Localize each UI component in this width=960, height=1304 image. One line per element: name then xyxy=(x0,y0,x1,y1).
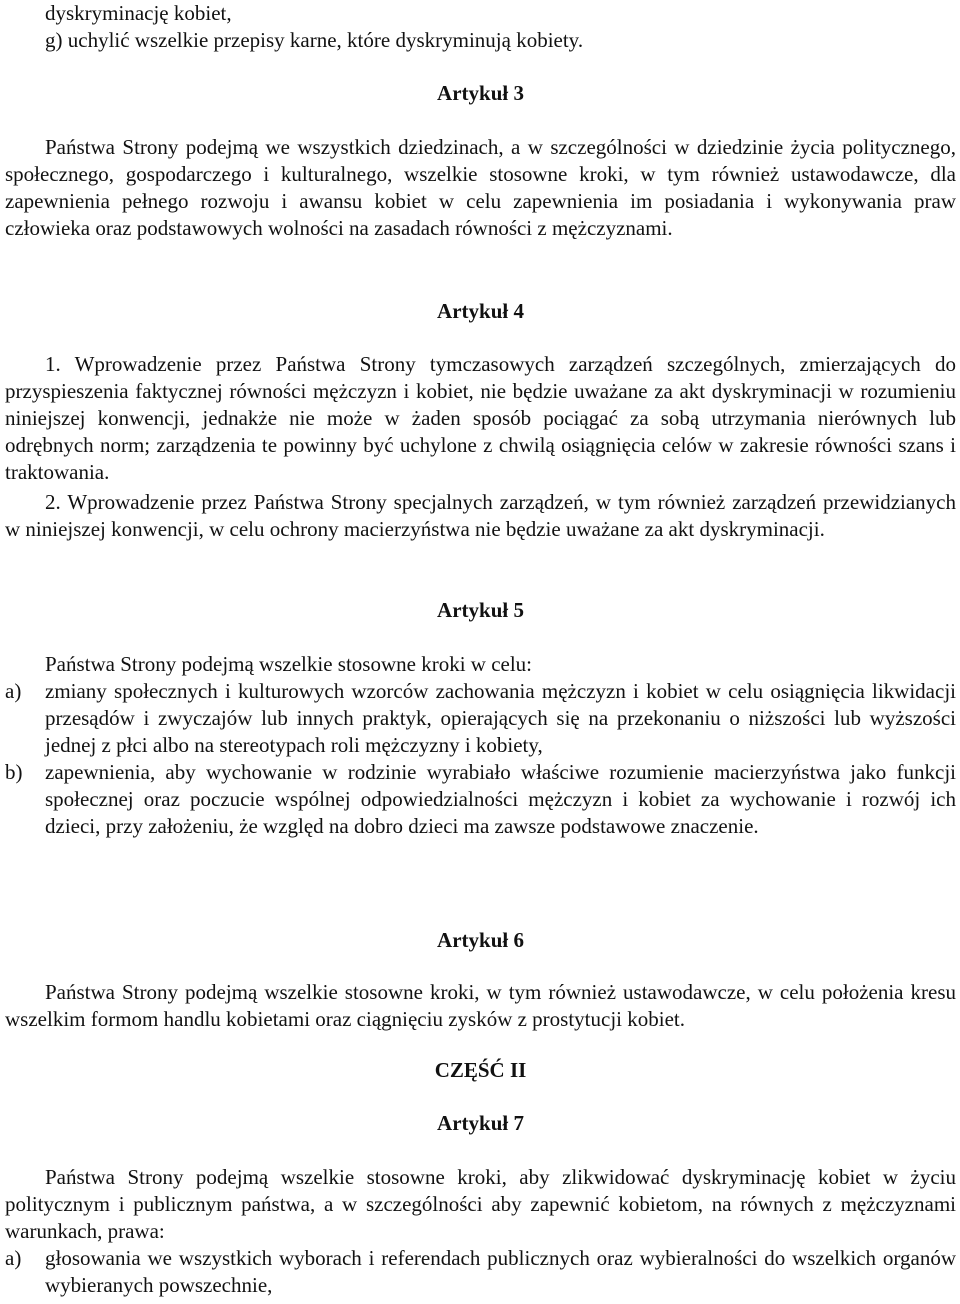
article-5-intro: Państwa Strony podejmą wszelkie stosowne kroki w celu: xyxy=(45,652,532,676)
list-item xyxy=(5,1245,956,1299)
list-item-marker: a) xyxy=(5,679,22,703)
article-6-heading: Artykuł 6 xyxy=(437,928,524,952)
fragment-line-1: dyskryminację kobiet, xyxy=(45,1,232,25)
list-item xyxy=(5,678,956,759)
article-7-text: Państwa Strony podejmą wszelkie stosowne kroki, aby zlikwidować dyskryminację kobiet w życiu politycznym i publicznym państwa, a w szczególności aby zapewnić kobietom, na równych z mężczyznami warunkach, prawa: xyxy=(5,1165,956,1243)
list-item-marker: a) xyxy=(5,1246,22,1270)
article-3-heading: Artykuł 3 xyxy=(437,81,524,105)
article-4-heading: Artykuł 4 xyxy=(437,299,524,323)
article-6-text: Państwa Strony podejmą wszelkie stosowne kroki, w tym również ustawodawcze, w celu położenia kresu wszelkim formom handlu kobietami oraz ciągnięciu zysków z prostytucji kobiet. xyxy=(5,980,956,1031)
article-7-list xyxy=(5,1245,956,1299)
list-item-marker: b) xyxy=(5,760,23,784)
fragment-line-2: g) uchylić wszelkie przepisy karne, które dyskryminują kobiety. xyxy=(45,28,584,52)
article-7-heading: Artykuł 7 xyxy=(437,1111,524,1135)
article-3-text xyxy=(5,134,956,242)
list-item-text: zapewnienia, aby wychowanie w rodzinie wyrabiało właściwe rozumienie macierzyństwa jako funkcji społecznej oraz poczucie wspólnej odpowiedzialności mężczyzn i kobiet za wychowanie i rozwój ich dzieci, przy założeniu, że względ na dobro dzieci ma zawsze podstawowe znaczenie. xyxy=(45,760,956,838)
article-3-body: Państwa Strony podejmą we wszystkich dziedzinach, a w szczególności w dziedzinie życia politycznego, społecznego, gospodarczego i kulturalnego, wszelkie stosowne kroki, w tym również ustawodawcze, dla zapewnienia pełnego rozwoju i awansu kobiet w celu zapewnienia im posiadania i wykonywania praw człowieka oraz podstawowych wolności na zasadach równości z mężczyznami. xyxy=(5,135,956,240)
list-item xyxy=(5,759,956,840)
list-item-text: zmiany społecznych i kulturowych wzorców zachowania mężczyzn i kobiet w celu osiągnięcia likwidacji przesądów i zwyczajów lub innych praktyk, opierających się na przekonaniu o niższości lub wyższości jednej z płci albo na stereotypach roli mężczyzny i kobiety, xyxy=(45,679,956,757)
list-item-text: głosowania we wszystkich wyborach i referendach publicznych oraz wybieralności do wszelkich organów wybieranych powszechnie, xyxy=(45,1246,956,1297)
article-5-list xyxy=(5,678,956,840)
article-4-paragraph-1: 1. Wprowadzenie przez Państwa Strony tymczasowych zarządzeń szczególnych, zmierzających do przyspieszenia faktycznej równości mężczyzn i kobiet, nie będzie uważane za akt dyskryminacji w rozumieniu niniejszej konwencji, jednakże nie może w żaden sposób pociągać za sobą utrzymania nierównych lub odrębnych norm; zarządzenia te powinny być uchylone z chwilą osiągnięcia celów w zakresie równości szans i traktowania. xyxy=(5,352,956,484)
article-4-paragraph-2: 2. Wprowadzenie przez Państwa Strony specjalnych zarządzeń, w tym również zarządzeń przewidzianych w niniejszej konwencji, w celu ochrony macierzyństwa nie będzie uważane za akt dyskryminacji. xyxy=(5,490,956,541)
article-5-heading: Artykuł 5 xyxy=(437,598,524,622)
part-2-heading: CZĘŚĆ II xyxy=(434,1058,527,1082)
